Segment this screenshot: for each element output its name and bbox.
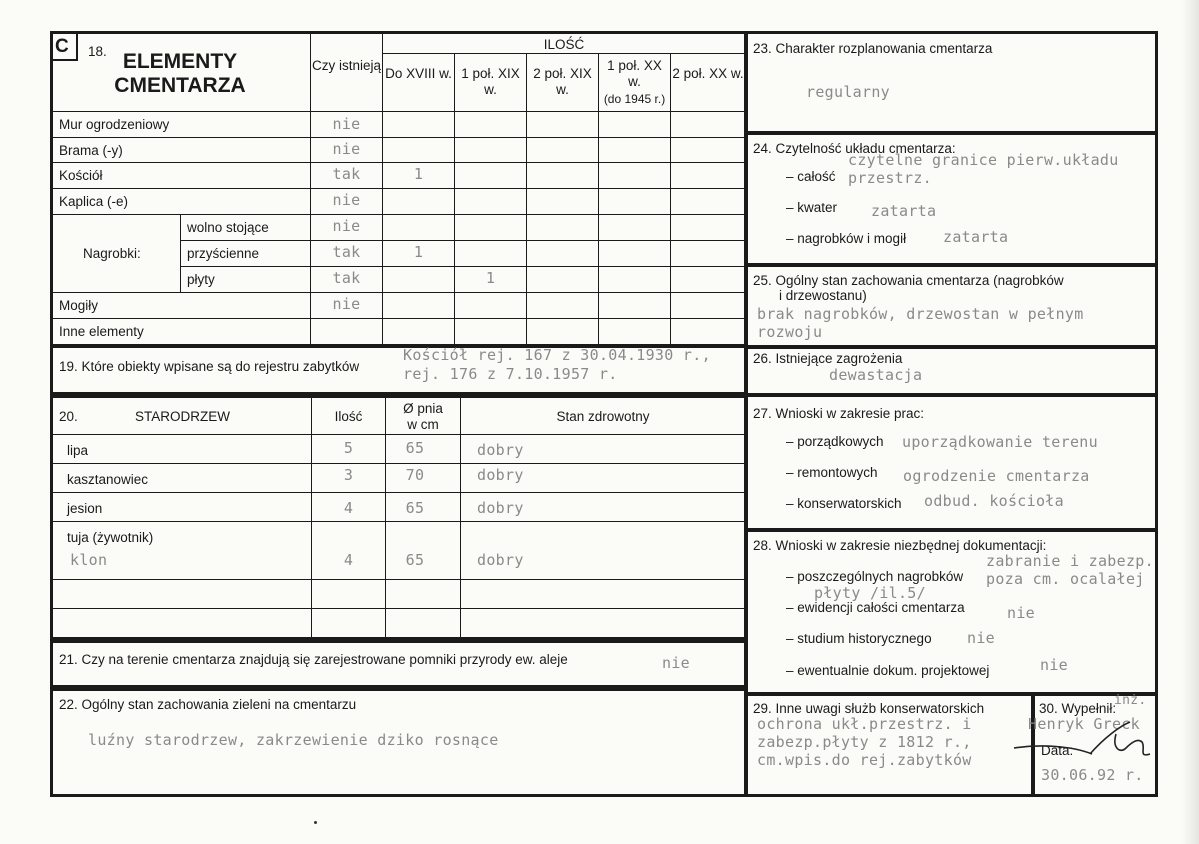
s27-label: 27. Wnioski w zakresie prac: — [753, 406, 925, 421]
s28-label: 28. Wnioski w zakresie niezbędnej dokumentacji: — [753, 538, 1047, 553]
s18-hline-r4 — [52, 214, 745, 215]
s18-row-label: Mur ogrodzeniowy — [59, 117, 170, 132]
s29-label: 29. Inne uwagi służb konserwatorskich — [753, 701, 985, 716]
s18-exists-value: nie — [332, 191, 361, 209]
s26-answer: dewastacja — [829, 366, 923, 384]
s18-number: 18. — [88, 44, 107, 59]
s27-answer: uporządkowanie terenu — [902, 433, 1098, 451]
s28-answer-line2: poza cm. ocalałej — [986, 570, 1145, 588]
s20-qty: 4 — [343, 499, 354, 517]
s20-diam: 70 — [405, 466, 425, 484]
s18-row-label: Kościół — [59, 168, 103, 183]
s28-item-label: – studium historycznego — [786, 631, 932, 646]
s18-hline-header — [52, 111, 745, 112]
s23-label: 23. Charakter rozplanowania cmentarza — [753, 41, 993, 56]
s18-row-label: płyty — [187, 272, 215, 287]
s20-health: dobry — [477, 551, 524, 569]
s30-label: 30. Wypełnił: — [1039, 701, 1117, 716]
s18-exists-value: nie — [332, 217, 361, 235]
s28-answer-line1: zabranie i zabezp. — [986, 552, 1154, 570]
s20-title: STARODRZEW — [135, 409, 230, 424]
s18-col-q4-text: 1 poł. XX w. — [607, 58, 662, 89]
s30-date: 30.06.92 r. — [1041, 766, 1144, 784]
s28-answer-line3: płyty /il.5/ — [814, 584, 926, 602]
s20-col-qty: Ilość — [334, 409, 363, 424]
s18-hline-r2 — [52, 162, 745, 163]
s27-item-label: – remontowych — [786, 465, 878, 480]
s20-col-diam-line2: w cm — [407, 417, 439, 432]
s20-hline — [52, 463, 745, 464]
s18-col-q3 — [527, 66, 598, 98]
s18-hline-r3 — [52, 188, 745, 189]
s28-item-label: – poszczególnych nagrobków — [786, 569, 964, 584]
s21-answer: nie — [662, 654, 690, 672]
s18-vline-q5 — [670, 53, 671, 345]
s20-col-health: Stan zdrowotny — [556, 409, 650, 424]
s18-row-label: Mogiły — [59, 298, 99, 313]
s18-exists-value: nie — [332, 140, 361, 158]
s29-answer-line1: ochrona ukł.przestrz. i — [757, 715, 972, 733]
section-letter: C — [55, 36, 69, 57]
s18-qty-value: 1 — [485, 269, 496, 287]
s18-col-exists — [311, 58, 382, 74]
s28-item-label: – ewidencji całości cmentarza — [786, 600, 965, 615]
s24-item-label: – kwater — [786, 200, 838, 215]
s18-col-q3-text: 2 poł. XIX w. — [533, 66, 592, 97]
s20-species: tuja (żywotnik) — [67, 530, 154, 545]
s21-label: 21. Czy na terenie cmentarza znajdują się zarejestrowane pomniki przyrody ew. aleje — [59, 652, 568, 667]
s18-col-q2-text: 1 poł. XIX w. — [461, 66, 520, 97]
s30-title: inż. — [1114, 693, 1147, 708]
s18-exists-value: tak — [332, 269, 361, 287]
s20-health: dobry — [477, 466, 524, 484]
s18-col-q4-sub: (do 1945 r.) — [603, 92, 666, 106]
s18-exists-value: tak — [332, 243, 361, 261]
s18-row-label: Kaplica (-e) — [59, 194, 129, 209]
s22-answer: luźny starodrzew, zakrzewienie dziko rosnące — [88, 731, 499, 749]
s29-answer-line2: zabezp.płyty z 1812 r., — [757, 733, 972, 751]
s18-col-q5-text: 2 poł. XX w. — [672, 66, 744, 81]
s18-qty-value: 1 — [413, 165, 424, 183]
s18-exists-value: nie — [332, 295, 361, 313]
s28-answer: nie — [967, 629, 995, 647]
s18-hline-r5 — [180, 240, 745, 241]
s23-answer: regularny — [806, 83, 890, 101]
s20-health: dobry — [477, 441, 524, 459]
s18-vline-nagrobki — [180, 214, 181, 292]
s18-hline-r1 — [52, 137, 745, 138]
s20-hline — [52, 579, 745, 580]
s24-answer: zatarta — [943, 228, 1009, 246]
scan-edge-mark — [1182, 0, 1199, 844]
s20-extra-species: klon — [70, 551, 108, 569]
s24-item-label: – całość — [786, 169, 836, 184]
s18-qty-value: 1 — [413, 243, 424, 261]
s18-title-line1: ELEMENTY — [122, 50, 238, 73]
s20-hline — [52, 521, 745, 522]
s24-item-label: – nagrobków i mogił — [786, 231, 907, 246]
s26-label: 26. Istniejące zagrożenia — [753, 351, 903, 366]
s18-hline-r6 — [180, 266, 745, 267]
s18-row-label: Brama (-y) — [59, 143, 123, 158]
s18-col-q5 — [671, 66, 745, 82]
s19-label: 19. Które obiekty wpisane są do rejestru zabytków — [59, 359, 360, 374]
s27-answer: ogrodzenie cmentarza — [903, 467, 1090, 485]
s22-label: 22. Ogólny stan zachowania zieleni na cmentarzu — [59, 697, 357, 712]
s20-qty: 3 — [343, 466, 354, 484]
s18-exists-value: nie — [332, 115, 361, 133]
s20-diam: 65 — [405, 551, 425, 569]
s18-title-line2: CMENTARZA — [114, 74, 246, 97]
s24-answer-line1: czytelne granice pierw.układu — [848, 151, 1119, 169]
s18-hline-qty — [382, 53, 745, 54]
s20-species: kasztanowiec — [67, 472, 149, 487]
s18-exists-value: tak — [332, 165, 361, 183]
s20-number: 20. — [59, 409, 78, 424]
s25-label-line1: 25. Ogólny stan zachowania cmentarza (nagrobków — [753, 273, 1064, 288]
s18-row-label: wolno stojące — [187, 220, 269, 235]
s19-answer-line2: rej. 176 z 7.10.1957 r. — [403, 365, 618, 383]
s18-col-q2 — [455, 66, 526, 98]
s18-group-label: Nagrobki: — [83, 246, 141, 261]
s20-hline-header — [52, 434, 745, 435]
s29-answer-line3: cm.wpis.do rej.zabytków — [757, 751, 972, 769]
s18-qty-header: ILOŚĆ — [543, 37, 585, 52]
s25-answer-line2: rozwoju — [757, 323, 823, 341]
s20-qty: 4 — [343, 551, 354, 569]
s18-row-label: Inne elementy — [59, 324, 144, 339]
s27-answer: odbud. kościoła — [924, 492, 1064, 510]
s28-item-label: – ewentualnie dokum. projektowej — [786, 663, 990, 678]
s18-hline-r7 — [52, 292, 745, 293]
s20-species: jesion — [67, 501, 103, 516]
s24-answer: zatarta — [871, 202, 937, 220]
s18-col-q1-text: Do XVIII w. — [385, 66, 452, 81]
s19-answer-line1: Kościół rej. 167 z 30.04.1930 r., — [403, 346, 711, 364]
s20-col-diam-line1: Ø pnia — [403, 401, 443, 416]
s28-answer: nie — [1040, 656, 1068, 674]
s18-hline-r8 — [52, 318, 745, 319]
s18-col-q1 — [383, 66, 454, 82]
s24-answer-line2: przestrz. — [848, 169, 932, 187]
s20-diam: 65 — [405, 499, 425, 517]
s30-name: Henryk Greck — [1028, 715, 1140, 733]
s20-health: dobry — [477, 499, 524, 517]
s18-row-label: przyścienne — [187, 246, 260, 261]
scan-dot — [314, 821, 317, 824]
s30-date-label: Data: — [1041, 743, 1074, 758]
s20-diam: 65 — [405, 439, 425, 457]
s25-answer-line1: brak nagrobków, drzewostan w pełnym — [757, 305, 1084, 323]
signature-mark — [1012, 715, 1162, 768]
s20-qty: 5 — [343, 439, 354, 457]
s20-hline — [52, 492, 745, 493]
s27-item-label: – porządkowych — [786, 434, 884, 449]
s20-species: lipa — [67, 443, 89, 458]
s28-answer: nie — [1007, 604, 1035, 622]
s18-col-q4 — [599, 58, 670, 90]
s18-col-exists-text: Czy istnieją — [311, 58, 382, 73]
s27-item-label: – konserwatorskich — [786, 496, 902, 511]
s20-hline — [52, 608, 745, 609]
s24-label: 24. Czytelność układu cmentarza: — [753, 141, 956, 156]
s25-label-line2: i drzewostanu) — [779, 288, 867, 303]
